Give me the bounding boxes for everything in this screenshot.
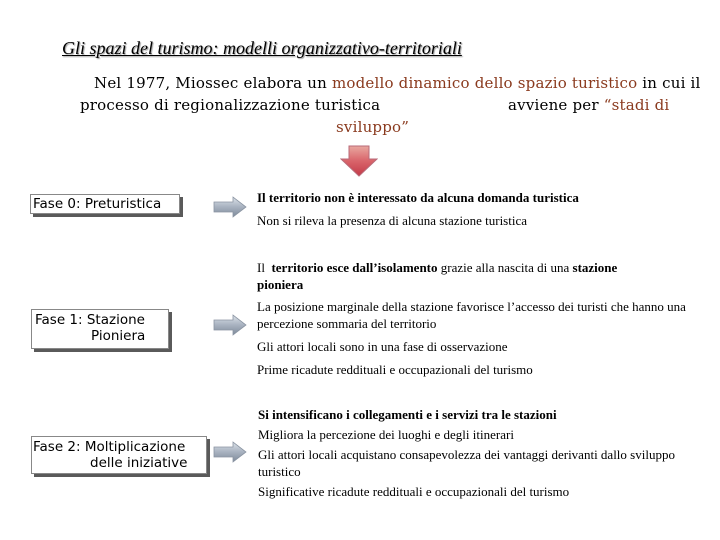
right-arrow-icon [213,441,247,463]
intro-text: in cui il [637,74,701,92]
intro-text: processo di regionalizzazione turistica [80,96,381,114]
phase-2-box [31,436,207,474]
intro-highlight: “stadi di [603,96,670,114]
description-item: Migliora la percezione dei luoghi e degli itinerari [258,427,514,442]
phase-2-label-line-1: Fase 2: Moltiplicazione [33,439,186,455]
phase-1-box [31,309,169,349]
description-item: Il territorio esce dall’isolamento grazie alla nascita di una stazione pioniera [257,260,618,292]
intro-highlight: sviluppo” [336,118,410,136]
phase-1-label-line-2: Pioniera [91,328,146,344]
description-item: Significative ricadute reddituali e occupazionali del turismo [258,484,570,499]
description-item: Gli attori locali sono in una fase di osservazione [257,339,508,354]
intro-text: avviene per “stadi di [508,96,670,114]
phase-0-box [30,194,180,214]
description-item: Il territorio non è interessato da alcuna domanda turistica [257,190,579,205]
intro-line-3 [80,116,690,138]
intro-paragraph [80,72,701,138]
description-item: Prime ricadute reddituali e occupazionali del turismo [257,362,533,377]
intro-highlight: modello dinamico dello spazio turistico [331,74,638,92]
right-arrow-icon [213,314,247,336]
phase-1-description [257,259,697,378]
phase-2-label-line-2: delle iniziative [90,455,188,471]
description-item: Gli attori locali acquistano consapevolezza dei vantaggi derivanti dallo sviluppo turistico [258,447,675,479]
intro-line-2 [80,94,690,116]
down-arrow-icon [340,145,378,177]
phase-2-description [258,406,698,500]
phase-1-label-line-1: Fase 1: Stazione [35,312,145,328]
description-item: Non si rileva la presenza di alcuna stazione turistica [257,213,528,228]
right-arrow-icon [213,196,247,218]
intro-line-1 [80,72,701,94]
phase-0-description [257,189,697,229]
description-item: La posizione marginale della stazione favorisce l’accesso dei turisti che hanno una percezione sommaria del territorio [257,299,686,331]
intro-text: Nel 1977, Miossec elabora un [94,74,332,92]
slide-title: Gli spazi del turismo: modelli organizzativo-territoriali [62,38,462,58]
phase-0-label: Fase 0: Preturistica [33,196,162,212]
description-item: Si intensificano i collegamenti e i servizi tra le stazioni [258,407,557,422]
